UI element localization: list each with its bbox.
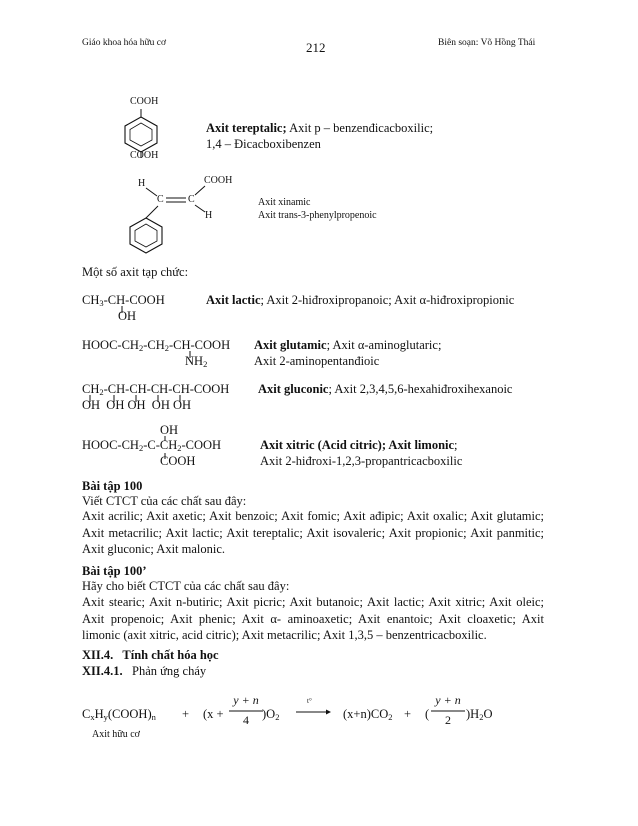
- terephthalic-bottom-group: COOH: [130, 150, 159, 161]
- eq-w-sub: 2: [479, 712, 484, 722]
- eq-x: x: [90, 712, 95, 722]
- equation-frac2-numerator: y + n: [435, 693, 461, 707]
- citric-name-rest: ;: [454, 438, 458, 452]
- equation-plus-1: +: [182, 707, 190, 721]
- gluconic-name-rest: ; Axit 2,3,4,5,6-hexahiđroxihexanoic: [328, 382, 513, 396]
- cinnamic-cooh: COOH: [204, 175, 233, 186]
- citric-f2: -C-CH: [143, 438, 178, 452]
- eq-y: y: [103, 712, 108, 722]
- equation-caption: Axit hữu cơ: [92, 729, 140, 740]
- equation-arrow-label: t°: [307, 697, 312, 705]
- terephthalic-name-line2: 1,4 – Đicacboxibenzen: [206, 137, 321, 151]
- eq-n: n: [151, 712, 156, 722]
- citric-name-bold: Axit xitric (Acid citric); Axit limonic: [260, 438, 455, 452]
- equation-frac1-numerator: y + n: [233, 693, 259, 707]
- cinnamic-h-right: H: [205, 210, 213, 221]
- section-xii4-heading: XII.4. Tính chất hóa học: [82, 648, 219, 662]
- equation-oxygen-open: (x +: [203, 707, 224, 721]
- glutamic-nh: NH: [185, 354, 204, 368]
- cinnamic-c2: C: [188, 194, 195, 205]
- eq-o-sub: 2: [275, 712, 280, 722]
- exercise-100b-intro: Hãy cho biết CTCT của các chất sau đây:: [82, 579, 290, 593]
- eq-w-end: O: [483, 707, 493, 721]
- terephthalic-name-bold: Axit tereptalic;: [206, 121, 287, 135]
- glutamic-s2: 2: [164, 343, 169, 353]
- lactic-oh: OH: [118, 309, 137, 323]
- gluconic-f1: CH: [82, 382, 100, 396]
- glutamic-f3: -CH-COOH: [168, 338, 231, 352]
- equation-frac2-denominator: 2: [445, 713, 451, 727]
- glutamic-nh-sub: 2: [203, 359, 208, 369]
- citric-oh: OH: [160, 423, 179, 437]
- cinnamic-c1: C: [157, 194, 164, 205]
- citric-name-line2: Axit 2-hiđroxi-1,2,3-propantricacboxilic: [260, 454, 463, 468]
- lactic-f-b: -CH-COOH: [103, 293, 165, 307]
- glutamic-name-line2: Axit 2-aminopentanđioic: [254, 354, 380, 368]
- terephthalic-top-group: COOH: [130, 96, 159, 107]
- lactic-sub1: 3: [99, 298, 104, 308]
- eq-o-close: )O: [262, 707, 276, 721]
- header-left: Giáo khoa hóa hữu cơ: [82, 38, 167, 48]
- gluconic-f2: -CH-CH-CH-CH-COOH: [103, 382, 230, 396]
- gluconic-oh-row: OH OH OH OH OH: [82, 398, 192, 412]
- section-xii41-number: XII.4.1.: [82, 664, 123, 678]
- glutamic-f1: HOOC-CH: [82, 338, 139, 352]
- section-xii41-title: Phản ứng cháy: [132, 664, 207, 678]
- eq-w-close: )H: [466, 707, 480, 721]
- hetero-title: Một số axit tạp chức:: [82, 265, 189, 279]
- citric-s1: 2: [138, 443, 144, 453]
- eq-cooh: (COOH): [107, 707, 152, 721]
- cinnamic-h-left: H: [138, 178, 146, 189]
- equation-plus-2: +: [404, 707, 412, 721]
- page-number: 212: [306, 40, 326, 55]
- eq-co2-sub: 2: [388, 712, 393, 722]
- gluconic-name-bold: Axit gluconic: [258, 382, 329, 396]
- citric-f1: HOOC-CH: [82, 438, 139, 452]
- equation-water-open: (: [425, 707, 430, 721]
- cinnamic-name2: Axit trans-3-phenylpropenoic: [258, 210, 377, 221]
- header-right: Biên soạn: Võ Hồng Thái: [438, 38, 536, 48]
- cinnamic-name1: Axit xinamic: [258, 197, 311, 208]
- terephthalic-name-rest: Axit p – benzenđicacboxilic;: [286, 121, 434, 135]
- eq-co2: (x+n)CO: [343, 707, 389, 721]
- exercise-100b-body: Axit stearic; Axit n-butiric; Axit picric; Axit butanoic; Axit lactic; Axit xitric; Axit oleic; Axit propenoic; Axit phenic; Axit α- aminoaxetic; Axit enantoic; Axit cloaxetic; Axit limonic (axit xitric, acid citric); Axit metacrilic; Axit 1,3,5 – benzentricacboxilic.: [82, 595, 544, 642]
- gluconic-s1: 2: [99, 387, 104, 397]
- lactic-f-a: CH: [82, 293, 100, 307]
- citric-f3: -COOH: [181, 438, 222, 452]
- glutamic-name-rest: ; Axit α-aminoglutaric;: [326, 338, 442, 352]
- exercise-100-intro: Viết CTCT của các chất sau đây:: [82, 494, 247, 508]
- glutamic-s1: 2: [138, 343, 144, 353]
- eq-h: H: [94, 707, 104, 721]
- glutamic-name-bold: Axit glutamic: [254, 338, 327, 352]
- eq-c: C: [82, 707, 91, 721]
- lactic-name-rest: ; Axit 2-hiđroxipropanoic; Axit α-hiđroxipropionic: [260, 293, 515, 307]
- glutamic-f2: -CH: [143, 338, 165, 352]
- exercise-100b-title: Bài tập 100’: [82, 564, 147, 578]
- exercise-100-title: Bài tập 100: [82, 479, 143, 493]
- equation-frac1-denominator: 4: [243, 713, 249, 727]
- equation-product-water: [466, 707, 492, 722]
- citric-s2: 2: [177, 443, 182, 453]
- exercise-100-body: Axit acrilic; Axit axetic; Axit benzoic; Axit fomic; Axit ađipic; Axit oxalic; Axit glutamic; Axit metacrilic; Axit lactic; Axit tereptalic; Axit isovaleric; Axit propionic; Axit panmitic; Axit gluconic; Axit malonic.: [82, 509, 544, 556]
- citric-cooh: COOH: [160, 454, 196, 468]
- lactic-name-bold: Axit lactic: [206, 293, 261, 307]
